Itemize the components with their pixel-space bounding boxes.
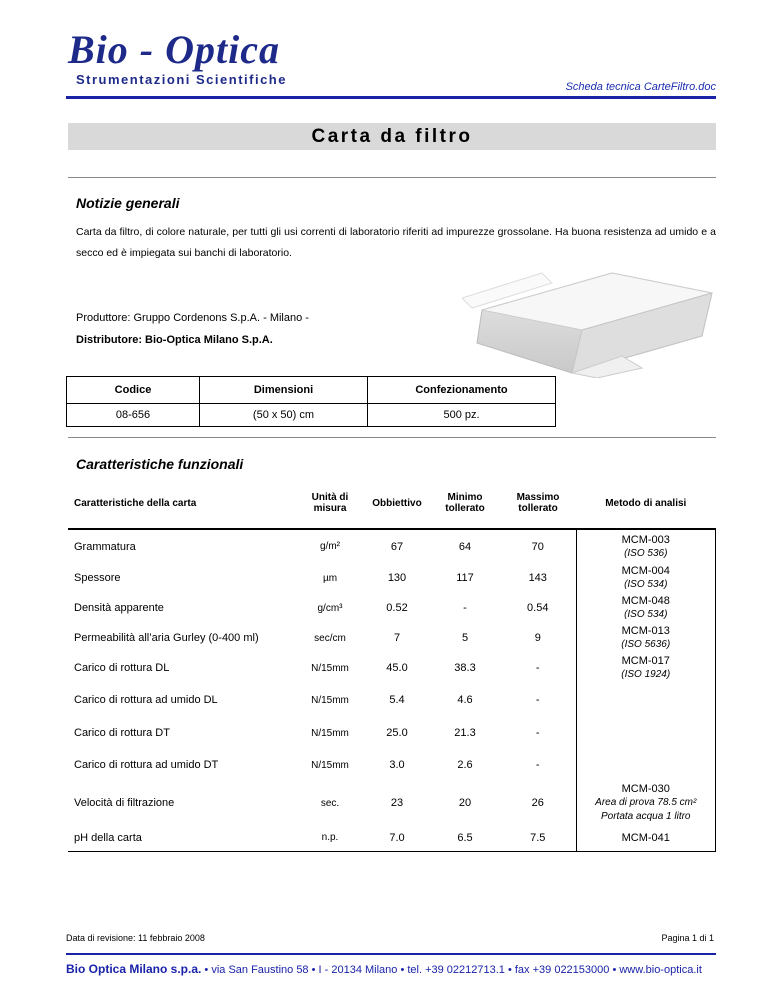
- header-dimensions: Dimensioni: [200, 377, 368, 404]
- unit-cell: N/15mm: [311, 759, 349, 771]
- min-cell: 2.6: [457, 759, 473, 771]
- footer-divider: [66, 953, 716, 955]
- filter-paper-image: [462, 268, 722, 378]
- target-cell: 25.0: [386, 727, 408, 739]
- method-code: MCM-030: [621, 783, 670, 795]
- header-max: Massimo tollerato: [500, 478, 576, 529]
- method-note-2: Portata acqua 1 litro: [601, 811, 691, 822]
- characteristic-name: Carico di rottura ad umido DT: [74, 759, 219, 771]
- table-row: [68, 717, 716, 749]
- header-min: Minimo tollerato: [430, 478, 500, 529]
- method-cell: [576, 825, 716, 851]
- footer-company: Bio Optica Milano s.p.a.: [66, 962, 202, 976]
- section-divider: [68, 437, 716, 438]
- characteristic-name: Grammatura: [74, 540, 136, 553]
- target-cell: 67: [390, 540, 404, 553]
- table-row: [68, 825, 716, 851]
- footer: [66, 962, 716, 976]
- min-cell: 5: [461, 632, 469, 644]
- max-cell: 26: [531, 797, 544, 809]
- unit-cell: g/cm³: [317, 602, 343, 614]
- product-code: 08-656: [67, 404, 200, 427]
- target-cell: 130: [387, 572, 407, 584]
- min-cell: 38.3: [454, 662, 476, 674]
- product-table-row: [67, 404, 556, 427]
- unit-cell: µm: [322, 572, 338, 584]
- method-code: MCM-013: [621, 625, 670, 637]
- footer-contacts: • via San Faustino 58 • I - 20134 Milano • tel. +39 02212713.1 • fax +39 022153000 • www.bio-optica.it: [201, 964, 702, 976]
- target-cell: 7: [393, 632, 401, 644]
- table-row: [68, 529, 716, 563]
- method-note: (ISO 5636): [621, 639, 671, 650]
- min-cell: 64: [458, 540, 472, 553]
- unit-cell: N/15mm: [311, 662, 349, 674]
- method-note: (ISO 536): [624, 547, 668, 559]
- characteristic-name: Carico di rottura DT: [74, 727, 170, 739]
- method-cell: [576, 781, 716, 825]
- min-cell: 6.5: [430, 825, 500, 851]
- page-title: Carta da filtro: [68, 123, 716, 150]
- min-cell: 4.6: [457, 694, 473, 706]
- features-table-body: [68, 529, 716, 851]
- unit-cell: n.p.: [296, 825, 364, 851]
- max-cell: -: [535, 727, 540, 739]
- features-table-header: [68, 478, 716, 529]
- method-cell: [576, 593, 716, 623]
- max-cell: 9: [534, 632, 541, 644]
- header-target: Obbiettivo: [364, 478, 430, 529]
- product-table-header: [67, 377, 556, 404]
- characteristic-name: Spessore: [74, 572, 121, 584]
- method-note: (ISO 1924): [621, 669, 671, 680]
- max-cell: 0.54: [527, 602, 549, 614]
- header-code: Codice: [67, 377, 200, 404]
- method-cell: [576, 717, 716, 749]
- characteristic-name: Carico di rottura DL: [74, 662, 170, 674]
- header-packaging: Confezionamento: [368, 377, 556, 404]
- table-row: [68, 683, 716, 717]
- table-row: [68, 781, 716, 825]
- table-row: [68, 749, 716, 781]
- method-note: (ISO 534): [624, 579, 668, 590]
- features-heading: Caratteristiche funzionali: [76, 456, 244, 472]
- unit-cell: g/m²: [320, 541, 340, 552]
- header-method: Metodo di analisi: [576, 478, 716, 529]
- max-cell: -: [535, 662, 540, 674]
- logo-subtitle: Strumentazioni Scientifiche: [76, 72, 287, 87]
- method-code: MCM-048: [621, 595, 670, 607]
- method-cell: [576, 653, 716, 683]
- general-heading: Notizie generali: [76, 195, 180, 211]
- product-packaging: 500 pz.: [368, 404, 556, 427]
- revision-date: Data di revisione: 11 febbraio 2008: [66, 933, 205, 943]
- method-cell: [576, 529, 716, 563]
- method-cell: [576, 749, 716, 781]
- logo-title: Bio - Optica: [68, 27, 280, 72]
- product-dimensions: (50 x 50) cm: [200, 404, 368, 427]
- method-cell: [576, 623, 716, 653]
- min-cell: 20: [458, 797, 472, 809]
- target-cell: 5.4: [389, 694, 405, 706]
- table-row: [68, 593, 716, 623]
- header-unit: Unità di misura: [296, 478, 364, 529]
- characteristic-name: Velocità di filtrazione: [74, 797, 175, 809]
- method-cell: [576, 683, 716, 717]
- header-characteristic: Caratteristiche della carta: [68, 478, 296, 529]
- characteristic-name: Carico di rottura ad umido DL: [74, 694, 218, 706]
- unit-cell: sec.: [320, 797, 340, 809]
- target-cell: 23: [390, 797, 404, 809]
- max-cell: -: [535, 694, 540, 706]
- general-description: Carta da filtro, di colore naturale, per tutti gli usi correnti di laboratorio riferiti ad impurezze grossolane. Ha buona resistenza ad umido e a secco ed è impiegata sui banchi di laboratorio.: [76, 226, 716, 259]
- target-cell: 3.0: [389, 759, 405, 771]
- method-code: MCM-041: [621, 831, 670, 844]
- unit-cell: sec/cm: [314, 632, 346, 644]
- section-divider: [68, 177, 716, 178]
- company-logo: [68, 27, 298, 87]
- target-cell: 45.0: [386, 662, 408, 674]
- unit-cell: N/15mm: [311, 694, 349, 706]
- characteristic-name: Densità apparente: [74, 602, 164, 614]
- header-divider: [66, 96, 716, 99]
- method-cell: [576, 563, 716, 593]
- method-code: MCM-003: [621, 533, 670, 546]
- min-cell: 117: [456, 572, 474, 584]
- unit-cell: N/15mm: [311, 727, 349, 739]
- max-cell: 70: [531, 540, 544, 553]
- characteristic-name: Permeabilità all’aria Gurley (0-400 ml): [74, 632, 259, 644]
- document-reference: Scheda tecnica CarteFiltro.doc: [565, 81, 716, 93]
- product-table: [66, 376, 556, 427]
- method-code: MCM-017: [621, 655, 670, 667]
- min-cell: -: [463, 602, 467, 614]
- max-cell: -: [535, 759, 540, 771]
- method-note: Area di prova 78.5 cm²: [595, 797, 697, 808]
- distributor-text: Distributore: Bio-Optica Milano S.p.A.: [76, 334, 273, 346]
- producer-text: Produttore: Gruppo Cordenons S.p.A. - Milano -: [76, 312, 309, 324]
- min-cell: 21.3: [454, 727, 476, 739]
- table-row: [68, 653, 716, 683]
- page-number: Pagina 1 di 1: [661, 933, 714, 943]
- target-cell: 7.0: [364, 825, 430, 851]
- method-code: MCM-004: [621, 565, 670, 577]
- features-table: [68, 478, 716, 852]
- characteristic-name: pH della carta: [68, 825, 296, 851]
- max-cell: 7.5: [500, 825, 576, 851]
- target-cell: 0.52: [386, 602, 408, 614]
- table-row: [68, 623, 716, 653]
- max-cell: 143: [528, 572, 547, 584]
- method-note: (ISO 534): [624, 609, 668, 620]
- table-row: [68, 563, 716, 593]
